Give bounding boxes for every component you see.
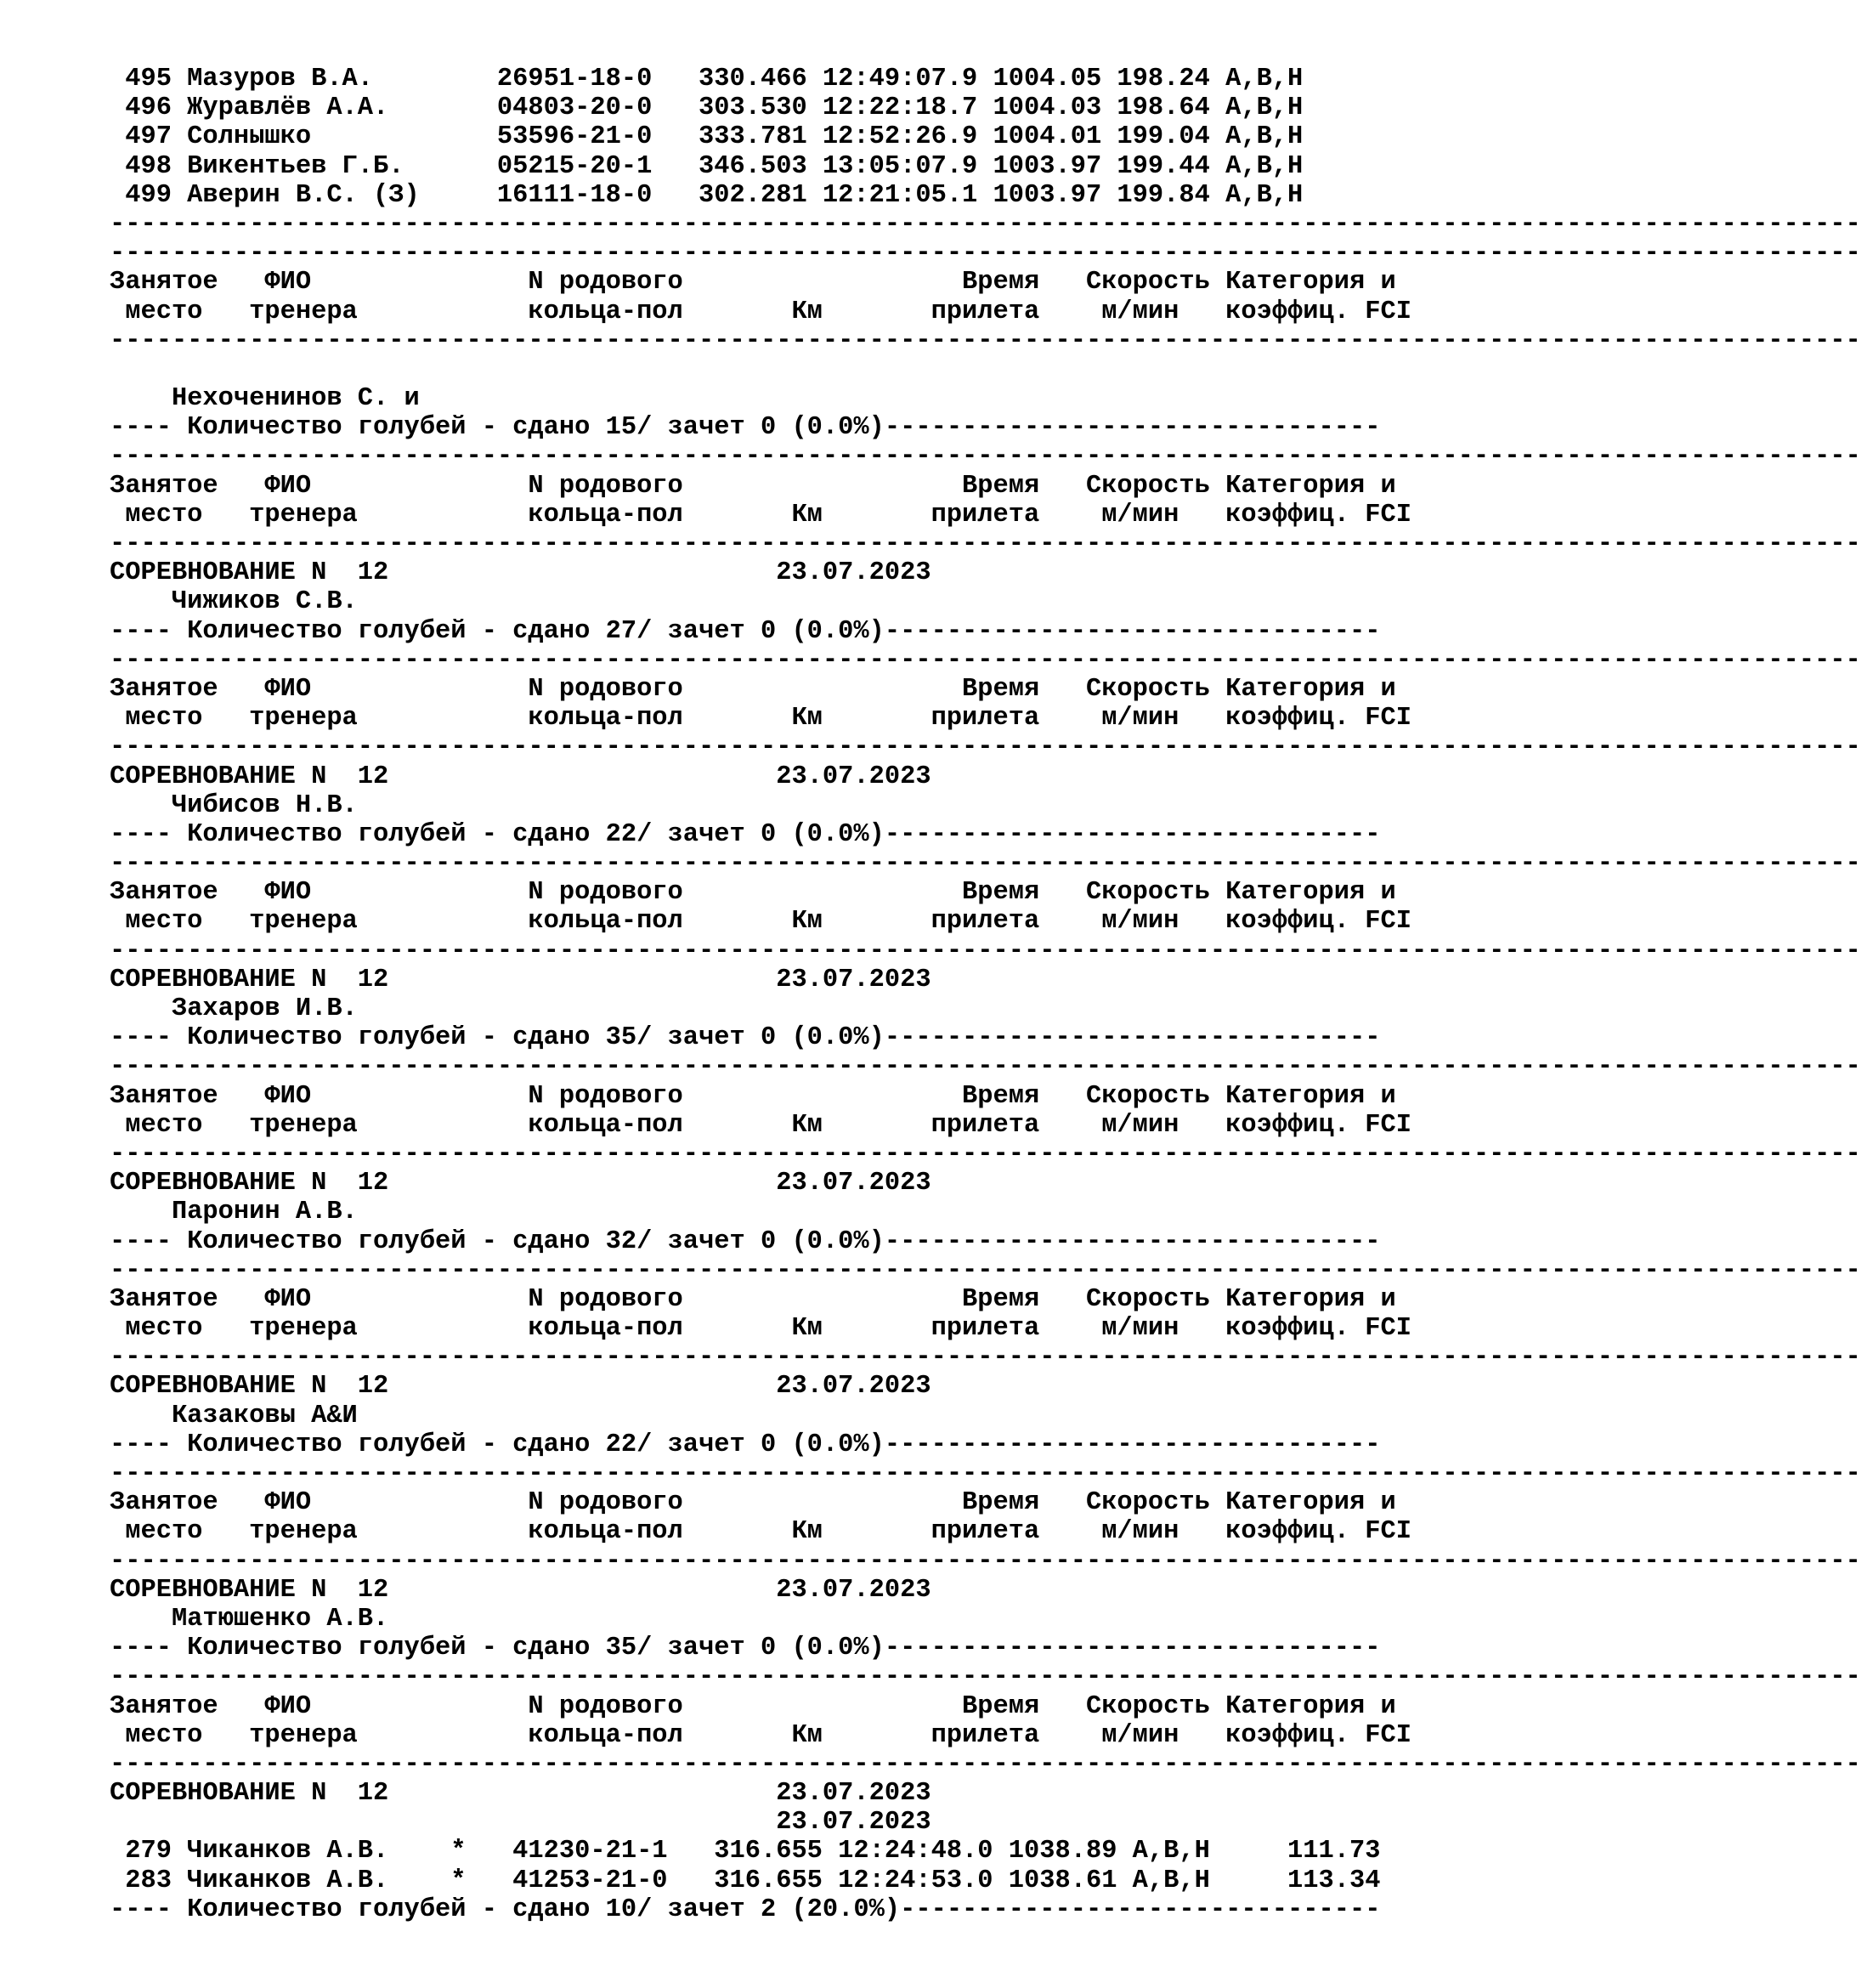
column-header-row-2: место тренера кольца-пол Км прилета м/мин коэффиц. FCI [110,1517,1411,1547]
separator-line: ----------------------------------------------------------------------------------------------------------------- [110,1255,1861,1285]
result-row: 498 Викентьев Г.Б. 05215-20-1 346.503 13:05:07.9 1003.97 199.44 A,B,H [110,151,1304,181]
results-document [110,65,1861,1924]
column-header-row-2: место тренера кольца-пол Км прилета м/мин коэффиц. FCI [110,704,1411,733]
pigeon-count-summary: ---- Количество голубей - сдано 22/ зачет 0 (0.0%)-------------------------------- [110,1430,1381,1459]
pigeon-count-summary: ---- Количество голубей - сдано 35/ зачет 0 (0.0%)-------------------------------- [110,1023,1381,1053]
pigeon-count-summary: ---- Количество голубей - сдано 10/ зачет 2 (20.0%)------------------------------- [110,1895,1381,1924]
result-row: 496 Журавлёв А.А. 04803-20-0 303.530 12:22:18.7 1004.03 198.64 A,B,H [110,93,1304,123]
separator-line: ----------------------------------------------------------------------------------------------------------------- [110,442,1861,472]
result-row: 497 Солнышко 53596-21-0 333.781 12:52:26.9 1004.01 199.04 A,B,H [110,122,1304,152]
separator-line: ----------------------------------------------------------------------------------------------------------------- [110,239,1861,269]
competition-header: СОРЕВНОВАНИЕ N 12 23.07.2023 [110,1575,931,1605]
trainer-name: Нехоченинов С. и [110,384,420,414]
competition-header: СОРЕВНОВАНИЕ N 12 23.07.2023 [110,1779,931,1809]
result-row: 499 Аверин В.С. (З) 16111-18-0 302.281 12:21:05.1 1003.97 199.84 A,B,H [110,180,1304,210]
trainer-name: Захаров И.В. [110,994,358,1023]
separator-line: ----------------------------------------------------------------------------------------------------------------- [110,1662,1861,1692]
column-header-row-2: место тренера кольца-пол Км прилета м/мин коэффиц. FCI [110,297,1411,326]
separator-line: ----------------------------------------------------------------------------------------------------------------- [110,1459,1861,1488]
pigeon-count-summary: ---- Количество голубей - сдано 27/ зачет 0 (0.0%)-------------------------------- [110,616,1381,646]
pigeon-count-summary: ---- Количество голубей - сдано 35/ зачет 0 (0.0%)-------------------------------- [110,1634,1381,1663]
trainer-name: Казаковы А&И [110,1401,358,1430]
separator-line: ----------------------------------------------------------------------------------------------------------------- [110,936,1861,966]
column-header-row-1: Занятое ФИО N родового Время Скорость Категория и [110,268,1396,297]
competition-header: СОРЕВНОВАНИЕ N 12 23.07.2023 [110,762,931,791]
competition-header: СОРЕВНОВАНИЕ N 12 23.07.2023 [110,558,931,588]
column-header-row-2: место тренера кольца-пол Км прилета м/мин коэффиц. FCI [110,1720,1411,1750]
column-header-row-2: место тренера кольца-пол Км прилета м/мин коэффиц. FCI [110,907,1411,937]
separator-line: ----------------------------------------------------------------------------------------------------------------- [110,530,1861,558]
result-row: 279 Чиканков А.В. * 41230-21-1 316.655 12:24:48.0 1038.89 A,B,H 111.73 [110,1837,1381,1866]
separator-line: ----------------------------------------------------------------------------------------------------------------- [110,1546,1861,1576]
column-header-row-1: Занятое ФИО N родового Время Скорость Категория и [110,1284,1396,1314]
trainer-name: Чижиков С.В. [110,587,358,617]
pigeon-count-summary: ---- Количество голубей - сдано 15/ зачет 0 (0.0%)-------------------------------- [110,413,1381,443]
pigeon-count-summary: ---- Количество голубей - сдано 32/ зачет 0 (0.0%)-------------------------------- [110,1226,1381,1256]
column-header-row-1: Занятое ФИО N родового Время Скорость Категория и [110,471,1396,501]
column-header-row-1: Занятое ФИО N родового Время Скорость Категория и [110,674,1396,704]
column-header-row-2: место тренера кольца-пол Км прилета м/мин коэффиц. FCI [110,1314,1411,1344]
separator-line: ----------------------------------------------------------------------------------------------------------------- [110,645,1861,675]
separator-line: ----------------------------------------------------------------------------------------------------------------- [110,1052,1861,1082]
competition-header: СОРЕВНОВАНИЕ N 12 23.07.2023 [110,965,931,994]
separator-line: ----------------------------------------------------------------------------------------------------------------- [110,733,1861,762]
column-header-row-1: Занятое ФИО N родового Время Скорость Категория и [110,878,1396,908]
separator-line: ----------------------------------------------------------------------------------------------------------------- [110,1139,1861,1169]
column-header-row-2: место тренера кольца-пол Км прилета м/мин коэффиц. FCI [110,500,1411,530]
date-line: 23.07.2023 [110,1808,931,1838]
column-header-row-1: Занятое ФИО N родового Время Скорость Категория и [110,1081,1396,1111]
trainer-name: Матюшенко А.В. [110,1604,389,1634]
result-row: 495 Мазуров В.А. 26951-18-0 330.466 12:49:07.9 1004.05 198.24 A,B,H [110,65,1304,93]
column-header-row-2: место тренера кольца-пол Км прилета м/мин коэффиц. FCI [110,1110,1411,1140]
separator-line: ----------------------------------------------------------------------------------------------------------------- [110,209,1861,239]
separator-line: ----------------------------------------------------------------------------------------------------------------- [110,1343,1861,1373]
trainer-name: Чибисов Н.В. [110,790,358,820]
separator-line: ----------------------------------------------------------------------------------------------------------------- [110,326,1861,355]
separator-line: ----------------------------------------------------------------------------------------------------------------- [110,1749,1861,1779]
competition-header: СОРЕВНОВАНИЕ N 12 23.07.2023 [110,1372,931,1402]
column-header-row-1: Занятое ФИО N родового Время Скорость Категория и [110,1691,1396,1721]
blank-line [110,355,1384,384]
pigeon-count-summary: ---- Количество голубей - сдано 22/ зачет 0 (0.0%)-------------------------------- [110,819,1381,849]
competition-header: СОРЕВНОВАНИЕ N 12 23.07.2023 [110,1169,931,1198]
trainer-name: Паронин А.В. [110,1198,358,1227]
separator-line: ----------------------------------------------------------------------------------------------------------------- [110,849,1861,879]
column-header-row-1: Занятое ФИО N родового Время Скорость Категория и [110,1488,1396,1518]
result-row: 283 Чиканков А.В. * 41253-21-0 316.655 12:24:53.0 1038.61 A,B,H 113.34 [110,1866,1381,1895]
